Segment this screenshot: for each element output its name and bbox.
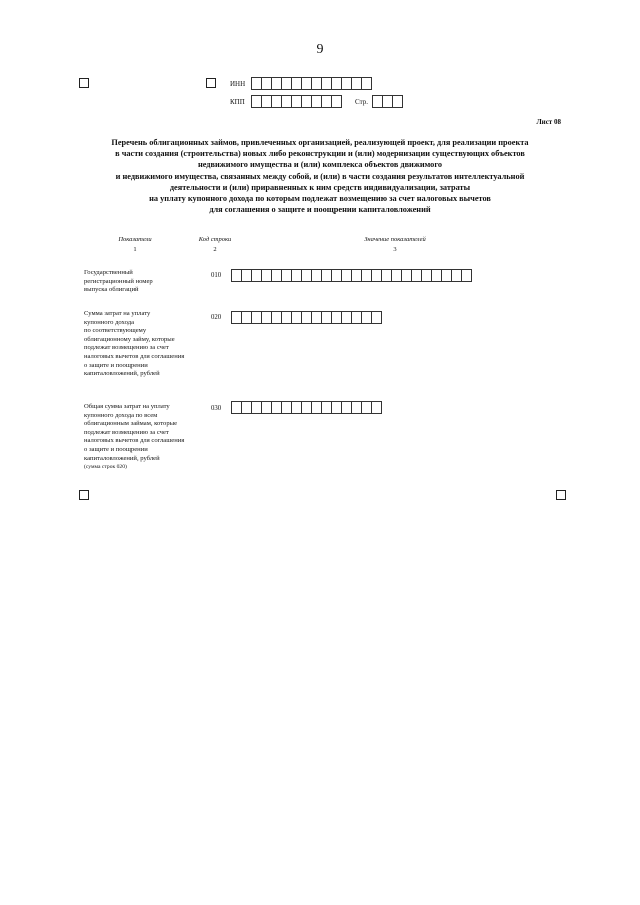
indicator-label-030: Общая сумма затрат на уплату купонного дохода по всем облигационным займам, которые подлежат возмещению за счет налоговых вычетов для соглашения о защите и поощрении капиталовложений, рублей (сумма строк 020) — [84, 403, 209, 472]
row-code-010: 010 — [211, 272, 222, 279]
kpp-label: КПП — [230, 98, 245, 106]
form-title — [70, 137, 570, 215]
title-line: деятельности и (или) приравненных к ним средств индивидуализации, затраты — [169, 182, 471, 192]
coupon-costs-field[interactable] — [231, 311, 381, 324]
title-line: недвижимого имущества и (или) комплекса объектов движимого — [197, 160, 443, 170]
column-number-3: 3 — [393, 246, 397, 253]
corner-marker-top-middle — [206, 78, 216, 88]
title-line: для соглашения о защите и поощрении капиталовложений — [209, 205, 431, 215]
column-header-code: Код строки — [198, 236, 232, 243]
inn-field[interactable] — [251, 77, 371, 90]
sheet-label: Лист 08 — [536, 118, 561, 126]
page-number: 9 — [316, 42, 324, 57]
page-label: Стр. — [355, 98, 368, 106]
title-line: в части создания (строительства) новых либо реконструкции и (или) модернизации существующих объектов — [115, 149, 525, 159]
corner-marker-top-left — [79, 78, 89, 88]
row-code-020: 020 — [211, 314, 222, 321]
row-code-030: 030 — [211, 405, 222, 412]
indicator-label-020: Сумма затрат на уплату купонного дохода по соответствующему облигационному займу, которые подлежат возмещению за счет налоговых вычетов для соглашения о защите и поощрении капиталовложений, рублей — [84, 310, 185, 378]
title-line: Перечень облигационных займов, привлеченных организацией, реализующей проект, для реализации проекта — [111, 138, 529, 147]
title-line: на уплату купонного дохода по которым подлежат возмещению за счет налоговых вычетов — [149, 194, 491, 204]
total-coupon-costs-field[interactable] — [231, 401, 381, 414]
column-number-1: 1 — [133, 246, 137, 253]
column-number-2: 2 — [213, 246, 217, 253]
corner-marker-bottom-left — [79, 490, 89, 500]
kpp-field[interactable] — [251, 95, 341, 108]
registration-number-field[interactable] — [231, 269, 471, 282]
page-field[interactable] — [372, 95, 402, 108]
column-header-indicators: Показатели — [118, 236, 152, 243]
corner-marker-bottom-right — [556, 490, 566, 500]
indicator-label-010: Государственный регистрационный номер выпуска облигаций — [84, 269, 153, 294]
column-header-values: Значение показателей — [364, 236, 426, 243]
sum-note: (сумма строк 020) — [84, 464, 127, 471]
inn-label: ИНН — [230, 80, 246, 88]
title-line: и недвижимого имущества, связанных между собой, и (или) в части создания результатов интеллектуальной — [115, 171, 525, 181]
